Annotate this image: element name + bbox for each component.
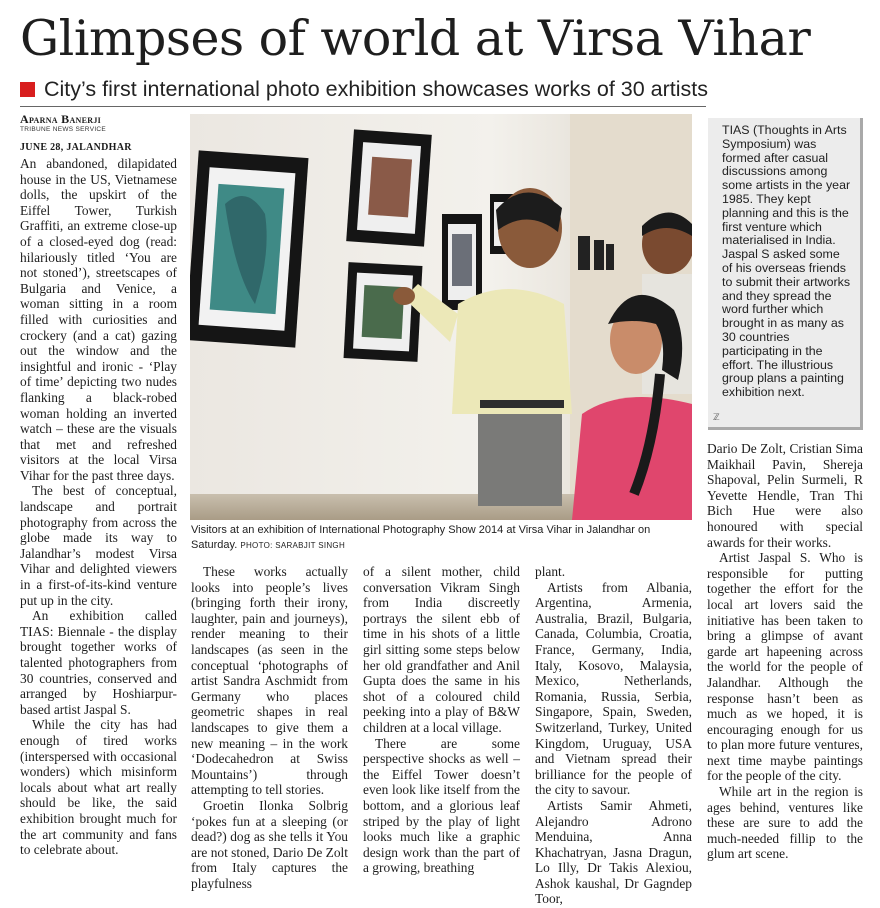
photo-caption [191, 523, 693, 553]
caption-text: Visitors at an exhibition of International Photography Show 2014 at Virsa Vihar in Jalandhar on Saturday. [191, 524, 651, 551]
paragraph: Artist Jaspal S. Who is responsible for putting together the effort for the local art lovers said the initiative has been taken to bring a glimpse of avant garde art hapeening across the world for the people of Jalandhar. Although the response hasn’t been as much as we hoped, it is encouraging enough for us to plan more future ventures, next time maybe paintings for the people of the city. [707, 550, 863, 784]
paragraph: of a silent mother, child conversation Vikram Singh from India discreetly portrays the silent ebb of time in his shots of a little girl sitting some steps below her old grandfather and Anil Gupta does the same in his shot of a coloured child peeking into a play of B&W children at a local village. [363, 564, 520, 735]
paragraph: While the city has had enough of tired works (interspersed with occasional wonders) which misinform locals about what art really should be like, the said exhibition brought much for the art community and fans to celebrate about. [20, 717, 177, 858]
framed-photo-large [190, 150, 308, 347]
paragraph: An abandoned, dilapidated house in the US, Vietnamese dolls, the upskirt of the Eiffel Tower, Turkish Graffiti, an extreme close-up of a closed-eyed dog (read: hilariously titled ‘You are not stoned’), streetscapes of Bulgaria and Venice, a woman sitting in a room filled with curiosities and crockery (and a cat) gazing out the window and the insightful and ironic - ‘Play of time’ depicting two nudes flanking a black-robed woman holding an inverted watch – these are the visuals that met and refreshed visitors at the local Virsa Vihar for the past three days. [20, 156, 177, 483]
corner-mark-icon: ℤ [713, 412, 720, 423]
paragraph: There are some perspective shocks as well – the Eiffel Tower doesn’t even look like itself from the bottom, and a glorious leaf striped by the play of light looks much like a graphic design work than the part of a growing, breathing [363, 735, 520, 876]
column-5 [707, 441, 863, 862]
subheadline [20, 74, 870, 104]
paragraph: plant. [535, 564, 566, 579]
red-square-icon [20, 82, 35, 97]
column-4 [535, 564, 692, 907]
sidebar-box [708, 118, 863, 430]
sidebar-text: TIAS (Thoughts in Arts Symposium) was formed after casual discussions among some artists in the year 1985. They kept planning and this is the first venture which materialised in India. Jaspal S asked some of his overseas friends to submit their artworks and they spread the word further which brought in as many as 30 countries participating in the effort. The illustrious group plans a painting exhibition next. [722, 123, 851, 400]
framed-photo [346, 129, 432, 246]
column-2 [191, 564, 348, 891]
photo-credit: PHOTO: SARABJIT SINGH [240, 541, 346, 550]
headline: Glimpses of world at Virsa Vihar [20, 10, 811, 67]
news-service: TRIBUNE NEWS SERVICE [20, 126, 107, 133]
byline: Aparna Banerji [20, 112, 102, 126]
dateline: JUNE 28, JALANDHAR [20, 142, 132, 153]
paragraph: Dario De Zolt, Cristian Sima Maikhail Pavin, Shereja Shapoval, Pelin Surmeli, R Yevette Hendle, Tran Thi Bich Hue were also honoured with special awards for their works. [707, 441, 863, 550]
column-1 [20, 156, 177, 858]
framed-photo [344, 262, 423, 362]
subheadline-text: City’s first international photo exhibition showcases works of 30 artists [44, 77, 709, 101]
paragraph: While art in the region is ages behind, ventures like these are sure to add the much-needed fillip to the glum art scene. [707, 784, 863, 862]
paragraph: Artists Samir Ahmeti, Alejandro Adrono Menduina, Anna Khachatryan, Jasna Dragun, Lo Illy, Dr Takis Alexiou, Ashok kaushal, Dr Gagndep Toor, [535, 797, 692, 907]
paragraph: Artists from Albania, Argentina, Armenia, Australia, Brazil, Bulgaria, Canada, Columbia, Croatia, France, Germany, India, Italy, Kosovo, Malaysia, Mexico, Netherlands, Romania, Russia, Serbia, Singapore, Spain, Sweden, Switzerland, Turkey, United Kingdom, Uruguay, USA and Vietnam spread their brilliance for the people of the city to savour. [535, 579, 692, 798]
column-3 [363, 564, 520, 876]
paragraph: An exhibition called TIAS: Biennale - the display brought together works of talented photographers from 30 countries, conserved and arranged by Hoshiarpur-based artist Jaspal S. [20, 608, 177, 717]
paragraph: The best of conceptual, landscape and portrait photography from across the globe made its way to Jalandhar’s modest Virsa Vihar and delighted viewers in a first-of-its-kind venture put up in the city. [20, 483, 177, 608]
paragraph: These works actually looks into people’s lives (bringing forth their irony, laughter, pain and journeys), render meaning to their landscapes (as seen in the conceptual ‘photographs of artist Sandra Aschmidt from Germany who places geometric shapes in real landscapes to give them a new meaning – in the work ‘Dodecahedron at Swiss Mountains’) through attempting to tell stories. [191, 564, 348, 798]
paragraph: Groetin Ilonka Solbrig ‘pokes fun at a sleeping (or dead?) dog as she tells it You are not stoned, Dario De Zolt from Italy captures the playfulness [191, 797, 348, 891]
divider [20, 106, 706, 107]
article-photo [190, 114, 692, 520]
exhibition-photo-illustration [190, 114, 692, 520]
